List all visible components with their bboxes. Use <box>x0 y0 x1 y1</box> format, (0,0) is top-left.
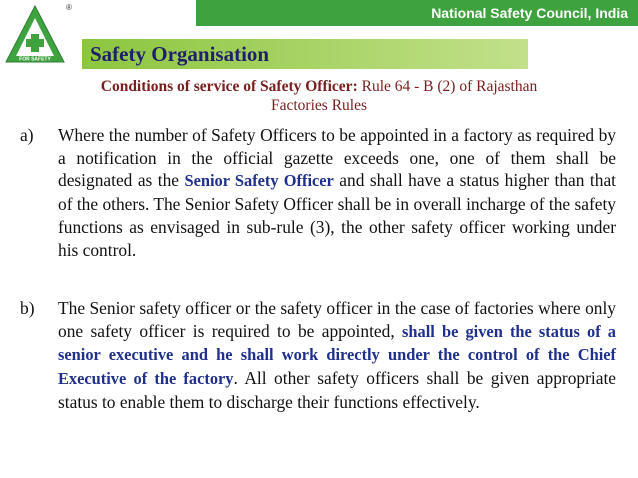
paragraph-b-marker: b) <box>20 298 35 318</box>
paragraph-b-text-1: The Senior safety officer or the safety officer in the case of factories where only one safety officer is required to be appointed, <box>58 298 616 341</box>
paragraph-b-body <box>58 297 616 414</box>
paragraph-a-text-2: and shall have a status higher than that of the others. The Senior Safety Officer shall be in overall incharge of the safety functions as envisaged in sub-rule (3), the other safety officer working under his control. <box>58 170 617 260</box>
conditions-label: Conditions of service of Safety Officer: <box>100 78 358 95</box>
green-cross-logo <box>4 4 66 66</box>
registered-mark: ® <box>66 3 72 12</box>
paragraph-a-body <box>58 124 616 261</box>
paragraph-b <box>20 297 616 414</box>
rule-reference-line2: Factories Rules <box>271 97 367 114</box>
paragraph-b-text-3: functions effectively. <box>333 391 480 412</box>
svg-text:FOR SAFETY: FOR SAFETY <box>19 56 51 63</box>
senior-executive-highlight: shall be given the status of a senior executive and he shall work directly under the control of the Chief Executive of the factory <box>58 321 616 389</box>
paragraph-a <box>20 124 616 261</box>
paragraph-a-marker: a) <box>20 125 34 145</box>
organization-name: National Safety Council, India <box>431 5 628 21</box>
header-bar <box>196 0 638 26</box>
section-title: Safety Organisation <box>90 41 270 66</box>
section-title-bar <box>82 39 528 69</box>
rule-reference-line1: Rule 64 - B (2) of Rajasthan <box>357 78 538 95</box>
paragraph-b-text-2: . All other safety officers shall be given appropriate status to enable them to discharge their <box>58 368 616 412</box>
conditions-heading <box>10 77 628 115</box>
senior-safety-officer-highlight: Senior Safety Officer <box>184 171 334 191</box>
paragraph-a-text-1: Where the number of Safety Officers to be appointed in a factory as required by a notification in the official gazette exceeds one, one of them shall be designated as the <box>58 125 616 191</box>
